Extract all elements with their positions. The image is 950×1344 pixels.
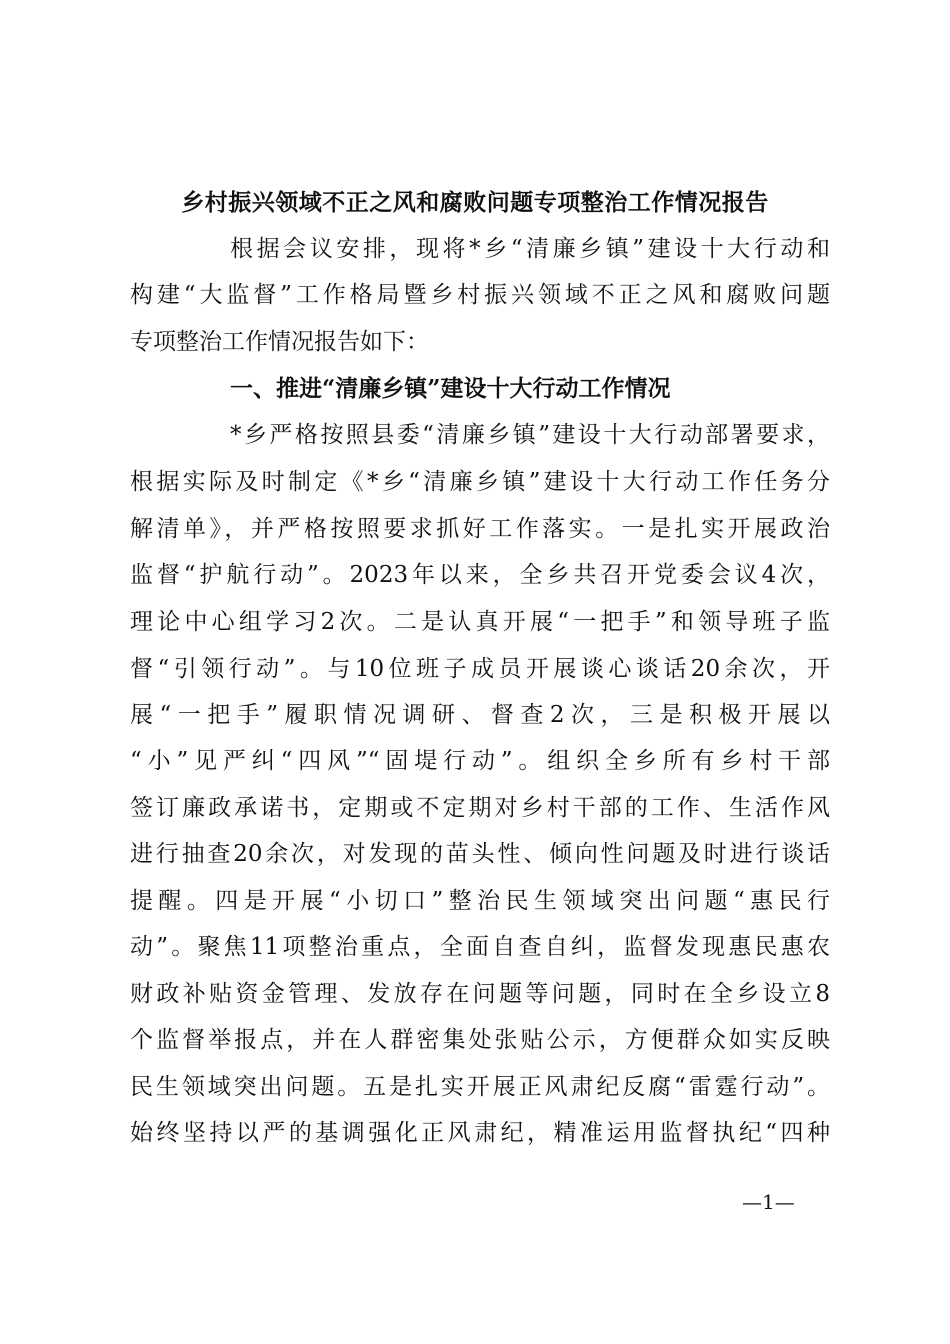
body-line-3: 解清单》，并严格按照要求抓好工作落实。一是扎实开展政治 <box>130 516 830 542</box>
document-title: 乡村振兴领域不正之风和腐败问题专项整治工作情况报告 <box>181 189 769 216</box>
body-line-11: 提醒。四是开展“小切口”整治民生领域突出问题“惠民行 <box>130 888 830 914</box>
body-line-15: 民生领域突出问题。五是扎实开展正风肃纪反腐“雷霆行动”。 <box>130 1074 830 1100</box>
body-line-16: 始终坚持以严的基调强化正风肃纪，精准运用监督执纪“四种 <box>130 1120 830 1146</box>
body-line-5: 理论中心组学习2次。二是认真开展“一把手”和领导班子监 <box>130 609 830 635</box>
body-line-7: 展“一把手”履职情况调研、督查2次，三是积极开展以 <box>130 702 830 728</box>
intro-line-2: 构建“大监督”工作格局暨乡村振兴领域不正之风和腐败问题 <box>130 282 830 308</box>
body-line-2: 根据实际及时制定《*乡“清廉乡镇”建设十大行动工作任务分 <box>130 469 830 495</box>
body-line-1: *乡严格按照县委“清廉乡镇”建设十大行动部署要求， <box>230 422 830 448</box>
body-line-14: 个监督举报点，并在人群密集处张贴公示，方便群众如实反映 <box>130 1027 830 1053</box>
body-line-6: 督“引领行动”。与10位班子成员开展谈心谈话20余次，开 <box>130 656 830 682</box>
body-line-8: “小”见严纠“四风”“固堤行动”。组织全乡所有乡村干部 <box>130 748 830 774</box>
body-line-4: 监督“护航行动”。2023年以来，全乡共召开党委会议4次， <box>130 562 830 588</box>
intro-line-1: 根据会议安排，现将*乡“清廉乡镇”建设十大行动和 <box>230 236 830 262</box>
intro-line-3: 专项整治工作情况报告如下： <box>130 329 429 355</box>
body-line-13: 财政补贴资金管理、发放存在问题等问题，同时在全乡设立8 <box>130 981 830 1007</box>
body-line-12: 动”。聚焦11项整治重点，全面自查自纠，监督发现惠民惠农 <box>130 934 830 960</box>
section-heading-1: 一、推进“清廉乡镇”建设十大行动工作情况 <box>230 375 671 402</box>
page-number: —1— <box>742 1190 795 1214</box>
body-line-9: 签订廉政承诺书，定期或不定期对乡村干部的工作、生活作风 <box>130 795 830 821</box>
body-line-10: 进行抽查20余次，对发现的苗头性、倾向性问题及时进行谈话 <box>130 841 830 867</box>
